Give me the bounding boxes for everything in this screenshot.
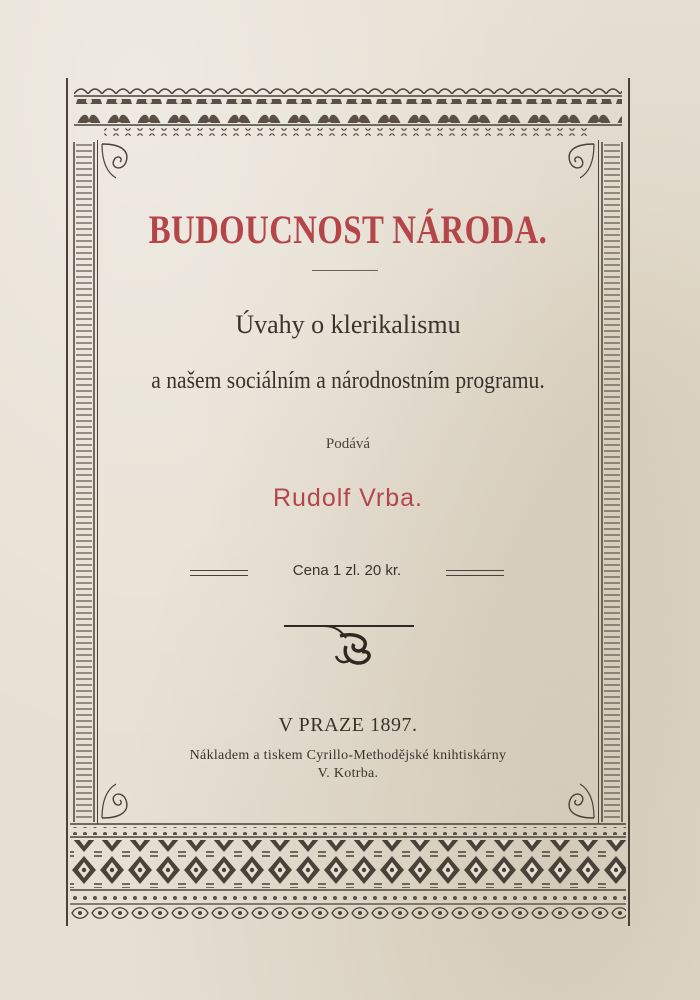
corner-flourish-top-left [100, 142, 140, 182]
subtitle-line-1: Úvahy o klerikalismu [235, 310, 461, 339]
printer-name: V. Kotrba. [317, 766, 379, 781]
corner-flourish-bottom-right [556, 780, 596, 820]
byline-label: Podává [325, 436, 371, 452]
author-name: Rudolf Vrba. [272, 484, 424, 512]
corner-flourish-bottom-left [100, 780, 140, 820]
left-pillar [72, 142, 96, 822]
bottom-ornamental-band [70, 822, 626, 922]
right-pillar [600, 142, 624, 822]
price-rule-right [446, 570, 504, 576]
price-text: Cena 1 zl. 20 kr. [292, 562, 402, 579]
subtitle-line-2: a našem sociálním a národnostním programu. [151, 368, 545, 394]
title-divider [312, 270, 378, 271]
fleuron-ornament [284, 622, 414, 670]
place-and-year: V PRAZE 1897. [278, 714, 418, 736]
price-block [190, 562, 504, 584]
book-title: BUDOUCNOST NÁRODA. [148, 207, 548, 252]
top-ornamental-band [74, 84, 622, 140]
publisher-line: Nákladem a tiskem Cyrillo-Methodějské knihtiskárny [189, 748, 507, 763]
corner-flourish-top-right [556, 142, 596, 182]
